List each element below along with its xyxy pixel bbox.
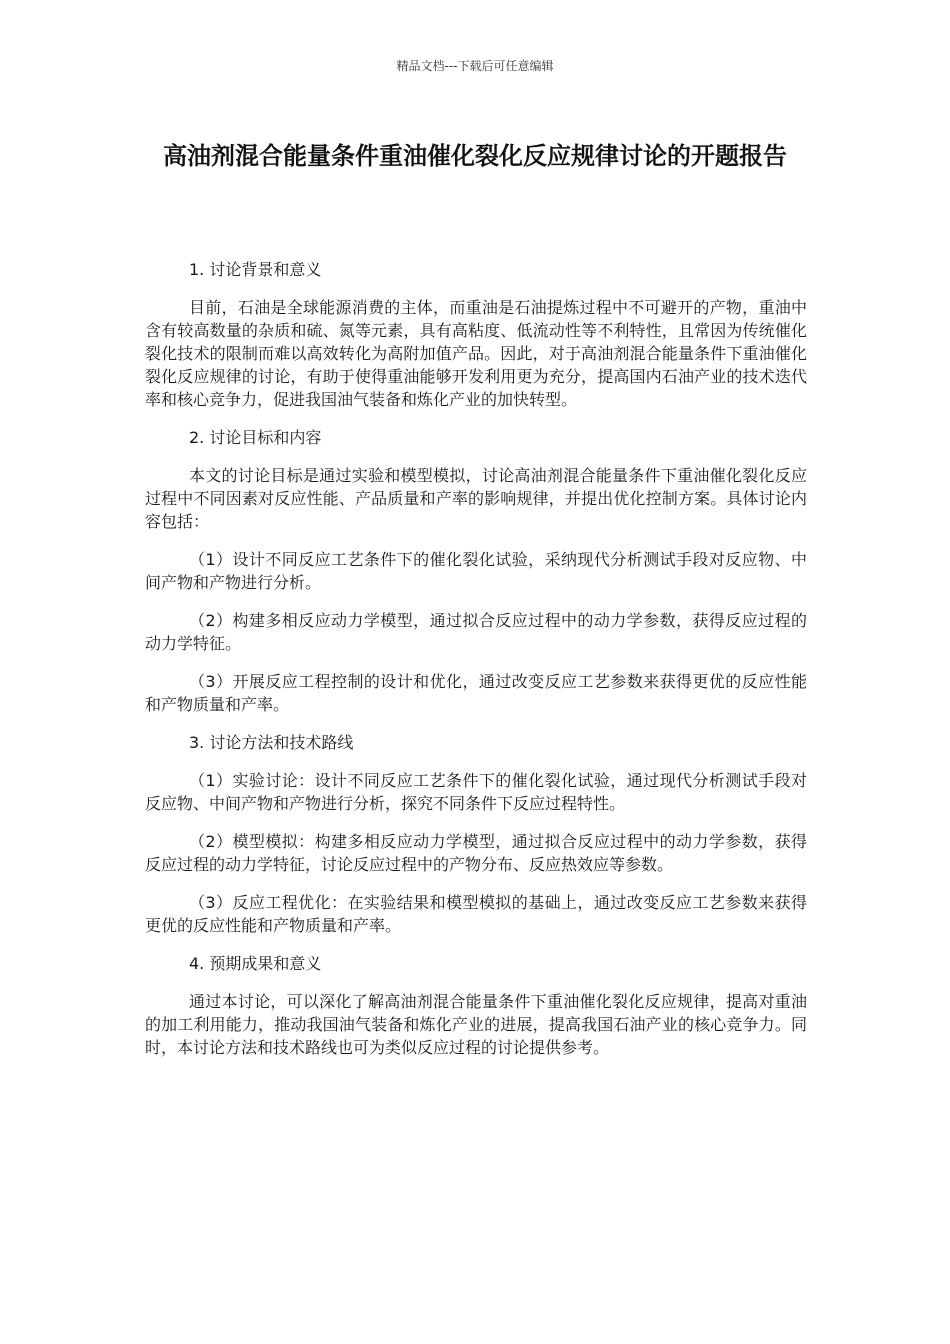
paragraph: 本文的讨论目标是通过实验和模型模拟，讨论高油剂混合能量条件下重油催化裂化反应过程中不同因素对反应性能、产品质量和产率的影响规律，并提出优化控制方案。具体讨论内容包括：: [145, 466, 807, 531]
section-heading: 4. 预期成果和意义: [189, 954, 322, 973]
section-heading: 3. 讨论方法和技术路线: [189, 733, 354, 752]
list-item: （2）模型模拟：构建多相反应动力学模型，通过拟合反应过程中的动力学参数，获得反应过程的动力学特征，讨论反应过程中的产物分布、反应热效应等参数。: [145, 832, 807, 874]
header-note: 精品文档---下载后可任意编辑: [396, 59, 554, 73]
paragraph: 通过本讨论，可以深化了解高油剂混合能量条件下重油催化裂化反应规律，提高对重油的加工利用能力，推动我国油气装备和炼化产业的进展，提高我国石油产业的核心竞争力。同时，本讨论方法和技术路线也可为类似反应过程的讨论提供参考。: [145, 992, 807, 1057]
list-item: （2）构建多相反应动力学模型，通过拟合反应过程中的动力学参数，获得反应过程的动力学特征。: [145, 611, 807, 653]
paragraph: 目前，石油是全球能源消费的主体，而重油是石油提炼过程中不可避开的产物，重油中含有较高数量的杂质和硫、氮等元素，具有高粘度、低流动性等不利特性，且常因为传统催化裂化技术的限制而难以高效转化为高附加值产品。因此，对于高油剂混合能量条件下重油催化裂化反应规律的讨论，有助于使得重油能够开发利用更为充分，提高国内石油产业的技术迭代率和核心竞争力，促进我国油气装备和炼化产业的加快转型。: [145, 298, 807, 409]
document-body: [145, 258, 807, 1074]
list-item: （1）实验讨论：设计不同反应工艺条件下的催化裂化试验，通过现代分析测试手段对反应物、中间产物和产物进行分析，探究不同条件下反应过程特性。: [145, 771, 807, 813]
list-item: （3）反应工程优化：在实验结果和模型模拟的基础上，通过改变反应工艺参数来获得更优的反应性能和产物质量和产率。: [145, 893, 807, 935]
list-item: （3）开展反应工程控制的设计和优化，通过改变反应工艺参数来获得更优的反应性能和产物质量和产率。: [145, 672, 807, 714]
list-item: （1）设计不同反应工艺条件下的催化裂化试验，采纳现代分析测试手段对反应物、中间产物和产物进行分析。: [145, 550, 807, 592]
section-heading: 1. 讨论背景和意义: [189, 260, 322, 279]
section-heading: 2. 讨论目标和内容: [189, 428, 322, 447]
document-title: 高油剂混合能量条件重油催化裂化反应规律讨论的开题报告: [163, 142, 787, 170]
